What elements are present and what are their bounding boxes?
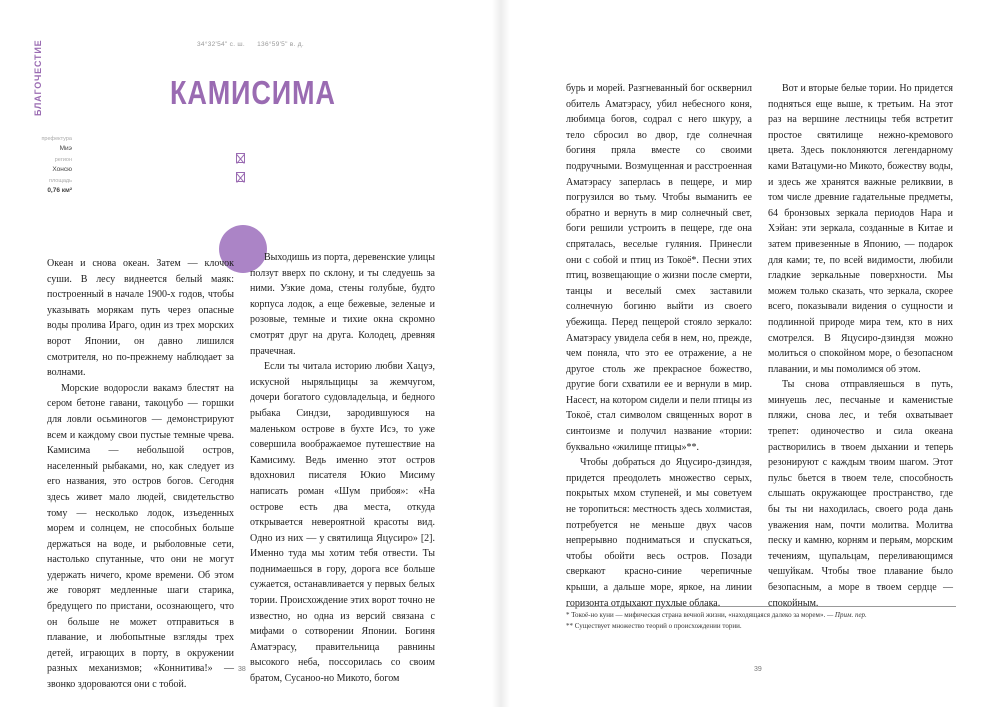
footnote <box>566 621 956 632</box>
meta-value-prefecture: Миэ <box>59 145 72 152</box>
paragraph: Океан и снова океан. Затем — клочок суши. В лесу виднеется белый маяк: построенный в начале 1900-х годов, чтобы указывать морякам путь через опасные воды пролива Ирагo, один из трех морских ворот Японии, он давно лишился смотрителя, но по-прежнему наблюдает за волнами. <box>47 258 234 379</box>
footnote-note: — Прим. пер. <box>826 611 867 619</box>
meta-value-area: 0,76 км² <box>47 187 72 194</box>
boxed-x-icon <box>236 153 245 163</box>
latitude: 34°32'54" с. ш. <box>197 41 246 48</box>
coordinates <box>197 41 314 48</box>
boxed-x-icon <box>236 172 245 182</box>
paragraph: Выходишь из порта, деревенские улицы ползут вверх по склону, и ты следуешь за ними. Узкие дома, стены голубые, будто корпуса лодок, а еще бежевые, зеленые и розовые, темные и тихие окна скромно смотрят друг на друга. Колодец, древняя прачечная. <box>250 252 435 357</box>
paragraph: Морские водоросли вакамэ блестят на сером бетоне гавани, такоцубо — горшки для ловли осьминогов — демонстрируют всем и каждому свои пустые темные чрева. Камисима — небольшой остров, населенный рыбаками, но, как следует из его названия, это остров богов. Сегодня здесь живет мало людей, свидетельство тому — несколько лодок, изъеденных морем и солнцем, не способных больше держаться на воде, и рыболовные сети, настолько спутанные, что они не могут удержать ничего, кроме времени. Об этом же говорят медленные шаги старика, бредущего по пристани, осознающего, что он больше не может отправиться в плавание, и любопытные взгляды трех детей, играющих в порту, в окружении разных механизмов; «Коннитива!» — звонко здороваются они с тобой. <box>47 382 234 691</box>
section-label: БЛАГОЧЕСТИЕ <box>33 40 43 117</box>
footnote-mark: ** <box>566 622 573 630</box>
longitude: 136°59'5" в. д. <box>257 41 304 48</box>
page-title: КАМИСИМА <box>170 74 336 111</box>
text-column-4 <box>768 81 953 611</box>
page-number-left: 38 <box>238 666 246 673</box>
footnotes <box>566 606 956 632</box>
text-column-1 <box>47 256 234 693</box>
paragraph: Если ты читала историю любви Хацуэ, искусной ныряльщицы за жемчугом, дочери богатого судовладельца, и бедного рыбака Синдзи, зародившуюся на маленьком острове в бухте Исэ, то уже совершила воображаемое путешествие на Камисиму. Ведь именно этот остров вдохновил писателя Юкио Мисиму написать роман «Шум прибоя»: «На острове есть два места, откуда открывается невероятной красоты вид. Одно из них — у святилища Яцусиро» [2]. Именно туда мы хотим тебя отвести. Ты поднимаешься в гору, дорога все больше сужается, останавливается у первых белых тории. Происхождение этих ворот точно не известно, но одна из версий связана с мифами о сотворении Японии. Богиня Аматэрасу, правительница равнины высокого неба, поссорилась со своим братом, Сусаноо-но Микото, богом <box>250 361 435 685</box>
text-column-2 <box>250 250 435 687</box>
footnote-mark: * <box>566 611 570 619</box>
meta-label-region: регион <box>54 157 72 163</box>
left-page <box>0 0 500 707</box>
meta-value-region: Хонсю <box>52 166 72 173</box>
footnote-text: Существует множество теорий о происхождении тории. <box>574 622 742 630</box>
paragraph: Ты снова отправляешься в путь, минуешь лес, песчаные и каменистые пляжи, снова лес, и тебя охватывает трепет: одиночество и сила океана растворились в твоем дыхании и теперь резонируют с каждым твоим шагом. Этот пульс бьется в твоем теле, способность слышать окружающее пространство, где бы ты ни находилась, своего рода дань уважения нам, почти молитва. Молитва песку и камню, корням и перьям, морским течениям, щупальцам, переливающимся чешуйкам. Чтобы твое плавание было безопасным, а море в твоем сердце — спокойным. <box>768 379 953 609</box>
meta-label-prefecture: префектура <box>41 136 72 142</box>
island-meta <box>30 135 72 198</box>
paragraph: Вот и вторые белые тории. Но придется подняться еще выше, к третьим. На этот раз на вершине лестницы тебя встретит простое святилище нежно-кремового цвета. Здесь поклоняются легендарному ками Ватацуми-но Микото, божеству воды, и здесь же хранятся важные реликвии, в том числе древние гадательные предметы, 64 бронзовых зеркала периодов Нара и Хэйан: эти зеркала, созданные в Китае и затем привезенные в Японию, — подарок для ками; те, по всей видимости, любили гладкие зеркальные поверхности. Мы можем только сказать, что зеркала, скорее всего, показывали видения о сущности и подлинной природе мира тем, кто в них смотрелся. В Яцусиро-дзиндзя можно молиться о спокойном море, о безопасном плавании, и мы помолимся об этом. <box>768 83 953 375</box>
page-number-right: 39 <box>754 666 762 673</box>
paragraph: бурь и морей. Разгневанный бог осквернил обитель Аматэрасу, убил небесного коня, любимца богов, содрал с него шкуру, а тело сбросил во двор, где солнечная богиня пряла вместе со своими подручными. Возмущенная и расстроенная Аматэрасу заперлась в пещере, и мир погрузился во тьму. Чтобы выманить ее обратно и вернуть в мир солнечный свет, боги решили устроить в пещере, где она спряталась, веселые гуляния. Принесли они с собой и птиц из Токоё*. Песни этих птиц, возвещающие о жизни после смерти, танцы и веселый смех заставили солнечную богиню выйти из своего убежища. Перед пещерой стояло зеркало: Аматэрасу увидела себя в нем, но, прежде, чем поняла, что это ее отражение, а не другое столь же прекрасное божество, другие боги схватили ее и вернули в мир. Насест, на котором сидели и пели птицы из Токоё, стал символом священных ворот в синтоизме и получил название «тории: буквально «жилище птицы»**. <box>566 83 752 453</box>
text-column-3 <box>566 81 752 611</box>
paragraph: Чтобы добраться до Яцусиро-дзиндзя, придется преодолеть множество серых, покрытых мхом ступеней, и мы советуем не торопиться: местность здесь холмистая, потребуется не меньше двух часов непрерывно подниматься и спускаться, чтобы обойти весь остров. Позади сверкают красно-синие черепичные крыши, а дальше море, яркое, на линии горизонта отдыхают пухлые облака. <box>566 457 752 609</box>
footnote <box>566 610 956 621</box>
book-gutter <box>492 0 510 707</box>
meta-label-area: площадь <box>49 178 72 184</box>
footnote-text: Токоё-но куни — мифическая страна вечной жизни, «находящаяся далеко за морем». <box>571 611 826 619</box>
